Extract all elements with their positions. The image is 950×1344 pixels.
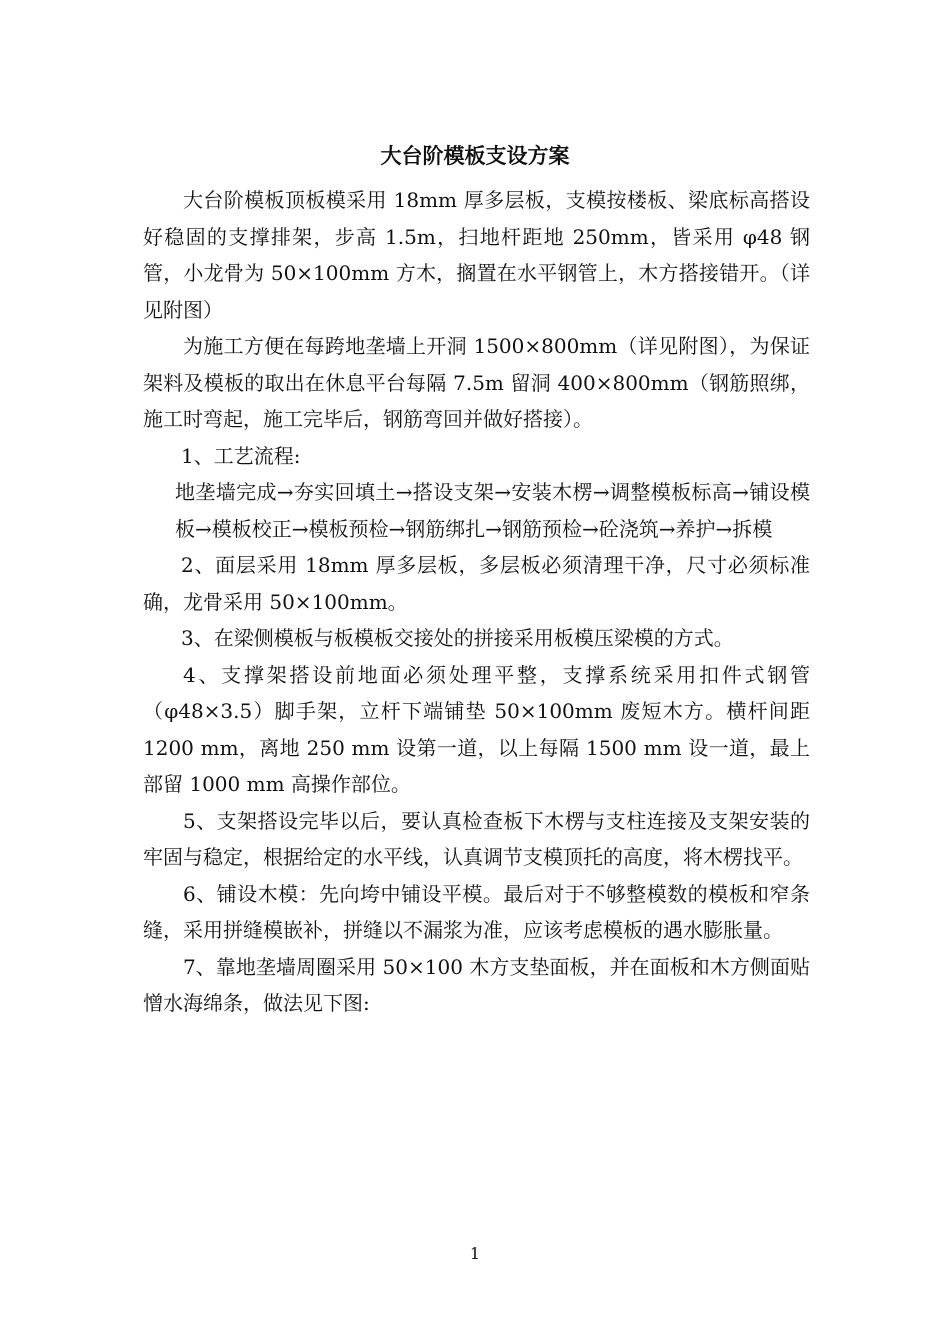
paragraph-item-2: 2、面层采用 18mm 厚多层板，多层板必须清理干净，尺寸必须标准确，龙骨采用 50×100mm。 bbox=[143, 553, 810, 614]
paragraph-process-flow: 地垄墙完成→夯实回填土→搭设支架→安装木楞→调整模板标高→铺设模板→模板校正→模板预检→钢筋绑扎→钢筋预检→砼浇筑→养护→拆模 bbox=[175, 480, 810, 541]
paragraph-item-5: 5、支架搭设完毕以后，要认真检查板下木楞与支柱连接及支架安装的牢固与稳定，根据给定的水平线，认真调节支模顶托的高度，将木楞找平。 bbox=[143, 808, 810, 869]
document-body bbox=[143, 182, 810, 1022]
paragraph-intro: 大台阶模板顶板模采用 18mm 厚多层板，支模按楼板、梁底标高搭设好稳固的支撑排架，步高 1.5m，扫地杆距地 250mm，皆采用 φ48 钢管，小龙骨为 50×100mm 方木，搁置在水平钢管上，木方搭接错开。（详见附图） bbox=[143, 188, 810, 322]
paragraph-item-3: 3、在梁侧模板与板模板交接处的拼接采用板模压梁模的方式。 bbox=[181, 626, 734, 650]
paragraph-item-7: 7、靠地垄墙周圈采用 50×100 木方支垫面板，并在面板和木方侧面贴憎水海绵条，做法见下图: bbox=[143, 954, 810, 1015]
paragraph-process-heading: 1、工艺流程: bbox=[181, 443, 301, 468]
paragraph-openings: 为施工方便在每跨地垄墙上开洞 1500×800mm（详见附图），为保证架料及模板的取出在休息平台每隔 7.5m 留洞 400×800mm（钢筋照绑，施工时弯起，施工完毕后，钢筋弯回并做好搭接）。 bbox=[143, 334, 810, 431]
paragraph-item-6: 6、铺设木模：先向垮中铺设平模。最后对于不够整模数的模板和窄条缝，采用拼缝模嵌补，拼缝以不漏浆为准，应该考虑模板的遇水膨胀量。 bbox=[143, 881, 810, 942]
document-title: 大台阶模板支设方案 bbox=[380, 143, 570, 168]
paragraph-item-4: 4、支撑架搭设前地面必须处理平整，支撑系统采用扣件式钢管（φ48×3.5）脚手架，立杆下端铺垫 50×100mm 废短木方。横杆间距 1200 mm，离地 250 mm 设第一道，以上每隔 1500 mm 设一道，最上部留 1000 mm 高操作部位。 bbox=[143, 662, 810, 796]
page-number: 1 bbox=[469, 1244, 481, 1263]
